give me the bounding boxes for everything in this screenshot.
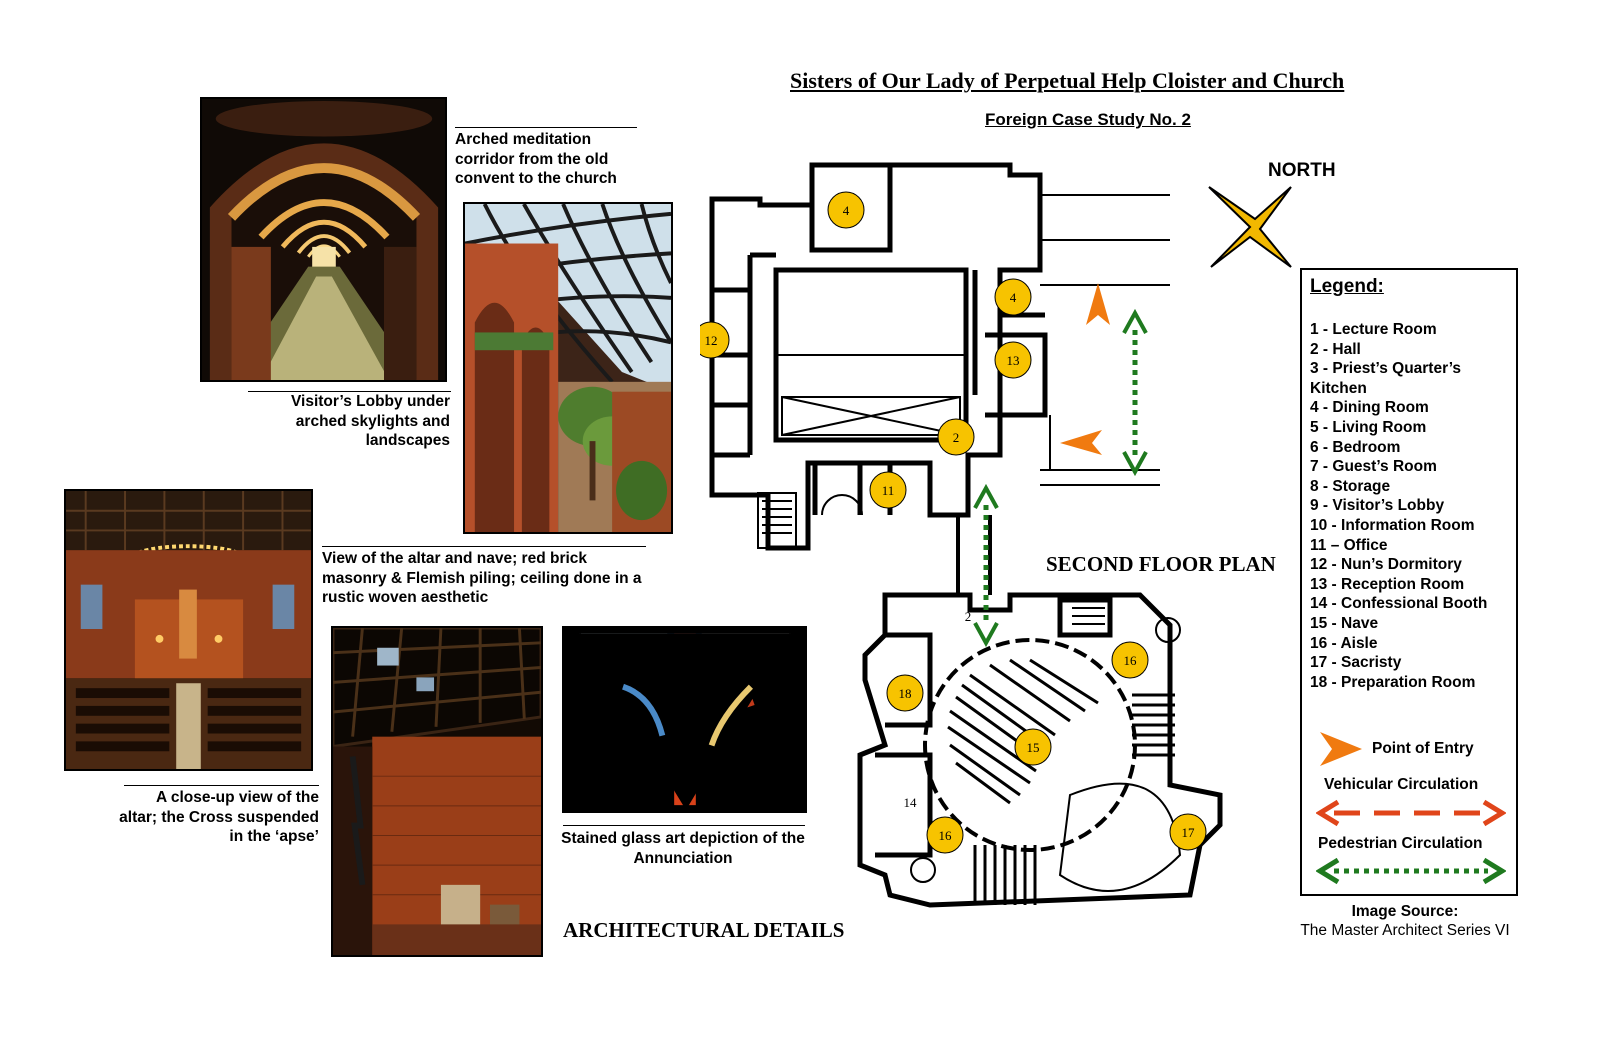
legend-item: 11 – Office [1310, 536, 1388, 554]
plan-label-2: 2 [964, 609, 972, 624]
legend-item: 9 - Visitor’s Lobby [1310, 497, 1445, 515]
corridor-caption: Arched meditation corridor from the old convent to the church [455, 131, 617, 187]
entry-arrow-east [1060, 430, 1102, 455]
legend-item: 13 - Reception Room [1310, 575, 1465, 593]
north-label: NORTH [1268, 160, 1336, 181]
legend-item: 15 - Nave [1310, 614, 1379, 632]
room-marker-4a: 4 [842, 203, 850, 218]
point-of-entry-icon [1318, 730, 1366, 768]
room-marker-11: 11 [881, 483, 895, 498]
point-of-entry-label: Point of Entry [1372, 740, 1474, 757]
page-subtitle: Foreign Case Study No. 2 [985, 110, 1191, 129]
legend-item: 18 - Preparation Room [1310, 673, 1476, 691]
stained-glass-caption: Stained glass art depiction of the Annunciation [561, 830, 805, 867]
legend-item: 6 - Bedroom [1310, 438, 1401, 456]
room-marker-16a: 16 [1123, 653, 1137, 668]
lobby-caption-rule [248, 391, 451, 392]
image-source [1280, 902, 1530, 940]
legend-item: 12 - Nun’s Dormitory [1310, 556, 1462, 574]
corridor-caption-rule [455, 127, 637, 128]
legend-item: 3 - Priest’s Quarter’s Kitchen [1310, 360, 1462, 397]
legend-item: 5 - Living Room [1310, 418, 1427, 436]
second-floor-plan [700, 155, 1300, 935]
legend-item: 8 - Storage [1310, 477, 1391, 495]
legend-title: Legend: [1310, 276, 1384, 297]
corridor-photo [200, 97, 447, 382]
lobby-photo [463, 202, 673, 534]
pedestrian-label: Pedestrian Circulation [1318, 835, 1483, 852]
plan-label-14: 14 [903, 795, 917, 810]
legend-item: 2 - Hall [1310, 340, 1361, 358]
legend-item: 14 - Confessional Booth [1310, 595, 1488, 613]
room-marker-16b: 16 [938, 828, 952, 843]
page-title: Sisters of Our Lady of Perpetual Help Cloister and Church [790, 68, 1345, 93]
room-marker-12: 12 [704, 333, 718, 348]
pedestrian-arrow-icon [1316, 856, 1506, 886]
vehicular-label: Vehicular Circulation [1324, 776, 1479, 793]
image-source-value: The Master Architect Series VI [1300, 922, 1510, 939]
pedestrian-arrow-link [975, 488, 997, 643]
legend-item: 16 - Aisle [1310, 634, 1378, 652]
legend-list [1310, 320, 1515, 692]
altar-closeup-photo [331, 626, 543, 957]
image-source-label: Image Source: [1351, 903, 1459, 920]
room-marker-17: 17 [1181, 825, 1195, 840]
legend-item: 10 - Information Room [1310, 516, 1475, 534]
room-marker-13: 13 [1006, 353, 1020, 368]
room-marker-2: 2 [952, 430, 960, 445]
pedestrian-arrow-east [1124, 313, 1146, 472]
lobby-caption: Visitor’s Lobby under arched skylights and landscapes [290, 393, 450, 449]
room-marker-4b: 4 [1009, 290, 1017, 305]
altar-closeup-caption: A close-up view of the altar; the Cross suspended in the ‘apse’ [119, 789, 319, 845]
legend-item: 17 - Sacristy [1310, 654, 1402, 672]
entry-arrow-north [1086, 283, 1110, 325]
legend-item: 4 - Dining Room [1310, 399, 1429, 417]
altar-closeup-caption-rule [124, 785, 319, 786]
legend-item: 7 - Guest’s Room [1310, 458, 1437, 476]
altar-nave-caption-rule [322, 546, 646, 547]
room-marker-15: 15 [1026, 740, 1040, 755]
legend [1300, 268, 1518, 896]
vehicular-arrow-icon [1316, 798, 1506, 828]
altar-nave-photo [64, 489, 313, 771]
second-floor-plan-label: SECOND FLOOR PLAN [1046, 552, 1276, 576]
legend-item: 1 - Lecture Room [1310, 321, 1437, 338]
architectural-details-heading: ARCHITECTURAL DETAILS [563, 918, 845, 942]
altar-nave-caption: View of the altar and nave; red brick masonry & Flemish piling; ceiling done in a rustic woven aesthetic [322, 550, 642, 606]
north-compass-icon [1205, 185, 1295, 270]
room-marker-18: 18 [898, 686, 912, 701]
